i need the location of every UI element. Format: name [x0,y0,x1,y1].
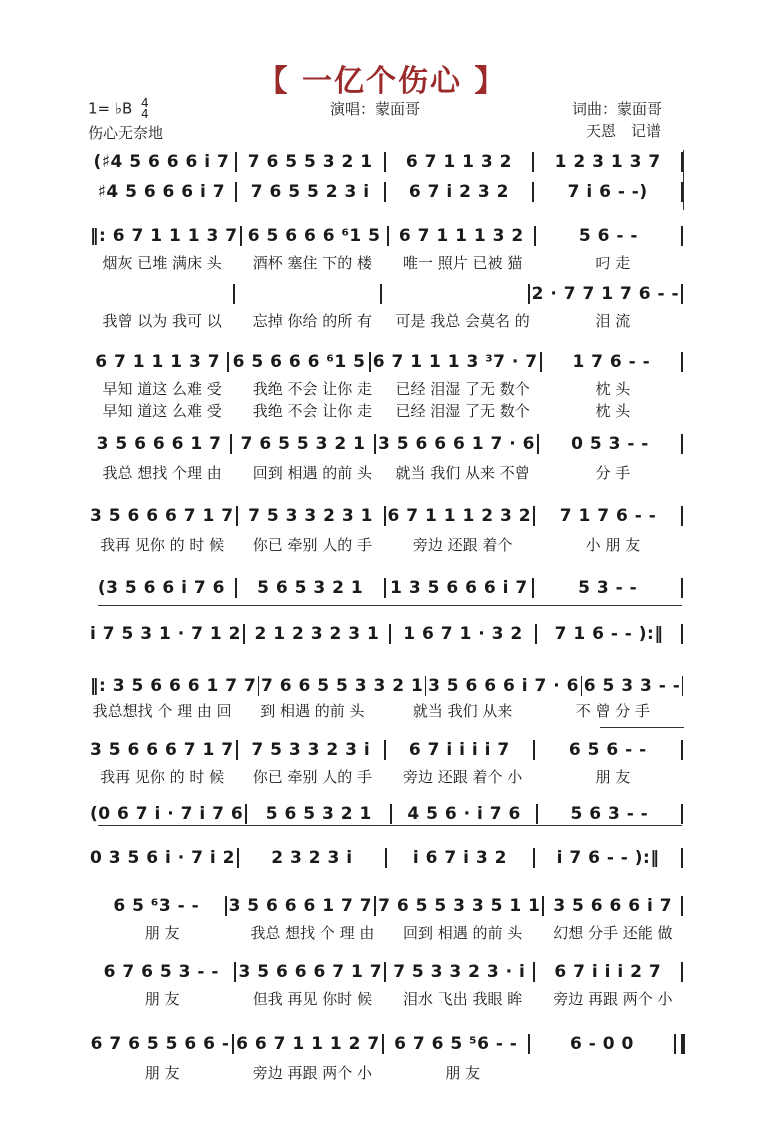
measure: 7 i 6 - -) [567,182,648,202]
lyric-phrase: 已经 泪湿 了无 数个 [395,380,530,398]
measure: i 7 6 - - ):‖ [556,848,660,868]
measure: 5 6 3 - - [570,804,649,824]
song-title: 【 一亿个伤心 】 [257,64,507,99]
measure: 6 5 6 6 6 ⁶1 5 [232,352,366,372]
barline [532,152,534,172]
lyric-phrase: 旁边 还跟 着个 小 [402,768,523,786]
notation-row [90,1034,685,1054]
measure: 6 - 0 0 [570,1034,634,1054]
lyric-row [90,378,685,399]
lyric-phrase: 回到 相遇 的前 头 [252,464,373,482]
measure: 2 3 2 3 i [271,848,353,868]
notation-row [90,352,685,372]
transcriber-credit: 天恩 记谱 [586,122,662,140]
barline [681,434,683,454]
lyric-phrase: 已经 泪湿 了无 数个 [395,402,530,420]
barline [681,624,683,644]
measure: 1 3 5 6 6 6 i 7 [390,578,528,598]
measure: 6 7 6 5 ⁵6 - - [394,1034,518,1054]
notation-row [90,578,685,598]
barline [536,804,538,824]
barline [387,226,389,246]
measure: (0 6 7 i · 7 i 7 6 [90,804,244,824]
lyric-phrase: 我总 想找 个理 由 [102,464,222,482]
measure: 5 6 5 3 2 1 [257,578,364,598]
measure: 7 1 7 6 - - [559,506,657,526]
notation-row [90,848,685,868]
barline [533,506,535,526]
singer-credit: 演唱：蒙面哥 [330,100,421,118]
measure: 7 6 6 5 5 3 3 2 1 [261,676,424,696]
barline [237,848,239,868]
barline [581,676,582,696]
measure: 5 6 5 3 2 1 [265,804,372,824]
measure: 1 7 6 - - [572,352,651,372]
repeat-bracket-line-2 [98,825,682,826]
measure: 7 6 5 5 3 2 1 [240,434,366,454]
notation-row [90,896,685,916]
barline [535,624,537,644]
measure: 3 5 6 6 6 7 1 7 [238,962,383,982]
barline [235,182,237,202]
notation-row [90,962,685,982]
measure: 3 5 6 6 6 i 7 [553,896,673,916]
repeat-bracket-line [98,605,682,606]
key-label: 1= ♭B [88,99,133,118]
barline [540,352,542,372]
lyric-phrase: 分 手 [595,464,631,482]
measure: (3 5 6 6 i 7 6 [97,578,225,598]
notation-row [90,804,685,824]
notation-row [90,226,685,246]
lyric-phrase: 朋 友 [445,1064,481,1082]
lyric-row [90,252,685,273]
barline [236,506,238,526]
time-signature [141,98,149,120]
barline [425,676,426,696]
measure: 7 6 5 5 3 3 5 1 1 [378,896,541,916]
measure: 3 5 6 6 6 7 1 7 [90,740,234,760]
notation-row [90,676,685,696]
lyric-row [90,922,685,943]
lyric-phrase: 忘掉 你给 的所 有 [252,312,373,330]
barline [681,962,683,982]
lyric-row [90,400,685,421]
barline [682,676,683,696]
measure: 7 1 6 - - ):‖ [554,624,664,644]
lyric-phrase: 酒杯 塞住 下的 楼 [252,254,373,272]
measure: 6 7 i i i i 7 [408,740,510,760]
barline [533,962,535,982]
notation-row [90,152,685,172]
barline [380,284,382,304]
measure: 6 7 6 5 3 - - [103,962,219,982]
barline [532,578,534,598]
barline [384,740,386,760]
barline [532,182,534,202]
barline [384,182,386,202]
measure: 7 5 3 3 2 3 1 [248,506,373,526]
lyric-phrase: 我再 见你 的 时 候 [100,768,225,786]
barline [533,848,535,868]
notation-row [90,740,685,760]
lyric-row [90,766,685,787]
barline [533,740,535,760]
measure: 6 7 1 1 1 3 ³7 · 7 [372,352,538,372]
barline [233,284,235,304]
lyric-phrase: 回到 相遇 的前 头 [402,924,523,942]
lyric-phrase: 旁边 还跟 着个 [412,536,513,554]
barline [225,896,227,916]
measure: 6 5 3 3 - - [583,676,681,696]
measure: ♯4 5 6 6 6 i 7 [97,182,226,202]
lyric-phrase: 旁边 再跟 两个 小 [553,990,673,1008]
measure: 2 1 2 3 2 3 1 [254,624,380,644]
lyric-phrase: 我再 见你 的 时 候 [100,536,225,554]
measure: 6 6 7 1 1 1 2 7 [236,1034,380,1054]
measure: i 7 5 3 1 · 7 1 2 [90,624,241,644]
lyric-row [90,1062,685,1083]
lyric-phrase: 朋 友 [595,768,631,786]
barline [542,896,544,916]
lyric-phrase: 泪 流 [595,312,631,330]
barline [232,1034,234,1054]
measure: 7 5 3 3 2 3 i [251,740,371,760]
measure: 4 5 6 · i 7 6 [407,804,521,824]
measure: 6 5 6 6 6 ⁶1 5 [247,226,381,246]
lyric-phrase: 幻想 分手 还能 做 [553,924,673,942]
lyric-row [90,700,685,721]
barline [681,804,683,824]
measure: 1 6 7 1 · 3 2 [403,624,523,644]
lyric-phrase: 我曾 以为 我可 以 [102,312,222,330]
lyric-phrase: 早知 道这 么难 受 [102,380,222,398]
barline [243,624,245,644]
lyric-phrase: 早知 道这 么难 受 [102,402,222,420]
barline [384,506,386,526]
barline [384,962,386,982]
notation-row [90,506,685,526]
measure: ‖: 6 7 1 1 1 3 7 [90,226,238,246]
lyric-phrase: 枕 头 [595,402,631,420]
measure: 6 5 6 - - [568,740,647,760]
measure: 5 3 - - [578,578,638,598]
barline [245,804,247,824]
barline [681,352,683,372]
lyric-phrase: 到 相遇 的前 头 [260,702,365,720]
composer-credit: 词曲：蒙面哥 [572,100,663,118]
measure: 5 6 - - [578,226,638,246]
barline [235,152,237,172]
barline [235,578,237,598]
lyric-phrase: 朋 友 [144,1064,180,1082]
notation-row [90,284,685,304]
lyric-row [90,462,685,483]
barline [384,578,386,598]
measure: 6 7 1 1 1 3 2 [398,226,524,246]
barline [369,352,371,372]
measure: 7 5 3 3 2 3 · i [393,962,526,982]
notation-row [90,182,685,202]
lyric-phrase: 小 朋 友 [585,536,641,554]
lyric-phrase: 你已 牵别 人的 手 [252,536,373,554]
measure: 7 6 5 5 2 3 i [250,182,370,202]
lyric-phrase: 烟灰 已堆 满床 头 [102,254,222,272]
key-signature [88,98,149,120]
measure: 6 7 i 2 3 2 [408,182,509,202]
lyric-phrase: 枕 头 [595,380,631,398]
lyric-phrase: 叼 走 [595,254,631,272]
measure: 3 5 6 6 6 7 1 7 [90,506,234,526]
barline [258,676,259,696]
barline [681,226,683,246]
expression-mark: 伤心无奈地 [88,124,164,142]
measure: 2 · 7 7 1 7 6 - - [531,284,679,304]
time-top: 4 [141,96,149,110]
lyric-phrase: 我绝 不会 让你 走 [252,402,373,420]
lyric-phrase: 你已 牵别 人的 手 [252,768,373,786]
barline [681,578,683,598]
lyric-phrase: 可是 我总 会莫名 的 [395,312,530,330]
lyric-phrase: 旁边 再跟 两个 小 [252,1064,373,1082]
lyric-phrase: 不 曾 分 手 [575,702,651,720]
measure: 7 6 5 5 3 2 1 [247,152,373,172]
barline [374,434,376,454]
measure: 6 7 1 1 1 3 7 [95,352,221,372]
lyric-phrase: 朋 友 [144,924,180,942]
barline [382,1034,384,1054]
lyric-phrase: 唯一 照片 已被 猫 [402,254,523,272]
measure: 6 7 6 5 5 6 6 - [90,1034,230,1054]
barline [534,226,536,246]
barline [236,740,238,760]
measure: 1 2 3 1 3 7 [554,152,661,172]
barline [681,740,683,760]
measure: 6 7 i i i 2 7 [554,962,662,982]
barline [528,284,530,304]
barline [390,804,392,824]
lyric-phrase: 朋 友 [144,990,180,1008]
barline [240,226,242,246]
notation-row [90,434,685,454]
barline [681,896,683,916]
lyric-row [90,534,685,555]
barline [374,896,376,916]
final-barline [674,1034,685,1054]
measure: 0 5 3 - - [571,434,649,454]
barline [537,434,539,454]
lyric-row [90,988,685,1009]
measure: 6 5 ⁶3 - - [113,896,200,916]
measure: 3 5 6 6 6 i 7 · 6 [428,676,579,696]
time-bottom: 4 [141,107,149,121]
barline [230,434,232,454]
measure: 6 7 1 1 3 2 [405,152,512,172]
barline [681,506,683,526]
barline [384,152,386,172]
barline [389,624,391,644]
lyric-phrase: 就当 我们 从来 不曾 [395,464,530,482]
lyric-phrase: 但我 再见 你时 候 [252,990,373,1008]
notation-row [90,624,685,644]
barline [234,962,236,982]
measure: 3 5 6 6 6 1 7 7 [228,896,373,916]
lyric-row [90,310,685,331]
measure: (♯4 5 6 6 6 i 7 [93,152,230,172]
measure: 3 5 6 6 6 1 7 · 6 [378,434,535,454]
measure: ‖: 3 5 6 6 6 1 7 7 [90,676,257,696]
lyric-phrase: 我总 想找 个 理 由 [250,924,375,942]
staff-right-edge [683,150,684,210]
measure: i 6 7 i 3 2 [412,848,507,868]
lyric-phrase: 我绝 不会 让你 走 [252,380,373,398]
lyric-phrase: 就当 我们 从来 [412,702,513,720]
lyric-phrase: 我总想找 个 理 由 回 [92,702,232,720]
measure: 3 5 6 6 6 1 7 [96,434,222,454]
barline [227,352,229,372]
lyric-phrase: 泪水 飞出 我眼 眸 [402,990,523,1008]
measure: 6 7 1 1 1 2 3 2 [387,506,532,526]
measure: 0 3 5 6 i · 7 i 2 [90,848,235,868]
barline [385,848,387,868]
barline [681,284,683,304]
volta-line [600,727,684,728]
barline [528,1034,530,1054]
barline [681,848,683,868]
